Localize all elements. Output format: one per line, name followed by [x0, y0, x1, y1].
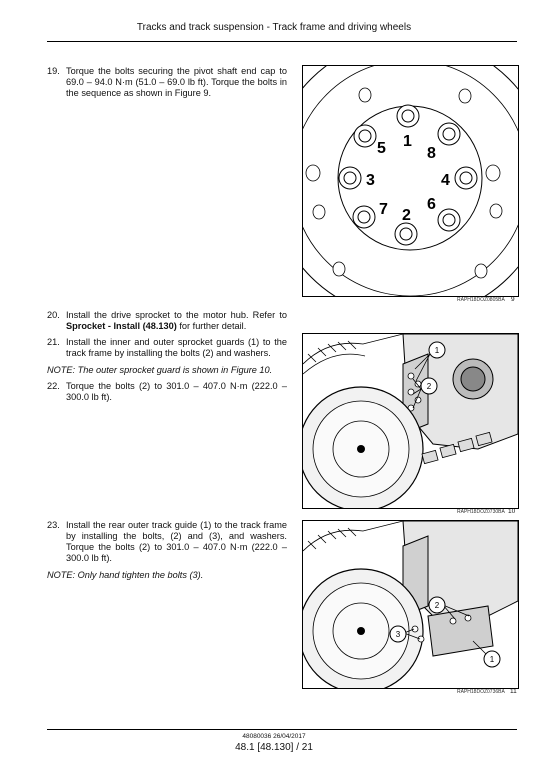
- step-text-pre: Install the drive sprocket to the motor hub. Refer to: [66, 310, 287, 320]
- footer-page-ref: 48.1 [48.130] / 21: [235, 742, 313, 753]
- step-19: [47, 66, 287, 99]
- figure-11-number: 11: [510, 688, 517, 695]
- step-text: Torque the bolts (2) to 301.0 – 407.0 N·m (222.0 – 300.0 lb ft).: [66, 381, 287, 402]
- step-22: [47, 381, 287, 403]
- callout-2: 2: [426, 382, 432, 391]
- footer-doc-code: 48080036 26/04/2017: [242, 733, 306, 740]
- figure-10-id: RAPH18DOZ0730BA: [457, 509, 505, 515]
- figure-9-id: RAPH18DOZ0805BA: [457, 297, 505, 303]
- bolt-label-8: 8: [427, 145, 436, 162]
- bolt-label-6: 6: [427, 196, 436, 213]
- page-header: [0, 22, 548, 33]
- bolt-label-4: 4: [441, 172, 450, 189]
- header-rule: [47, 41, 517, 42]
- track-guide-illustration: [303, 521, 518, 688]
- callout-2: 2: [434, 601, 440, 610]
- cross-reference: Sprocket - Install (48.130): [66, 321, 177, 331]
- step-number: 21.: [47, 337, 60, 347]
- figure-11-id: RAPH18DOZ0736BA: [457, 689, 505, 695]
- bolt-label-7: 7: [379, 201, 388, 218]
- header-title: Tracks and track suspension - Track frame and driving wheels: [136, 22, 412, 33]
- footer-rule: [47, 729, 517, 730]
- step-21: [47, 337, 287, 359]
- bolt-label-3: 3: [366, 172, 375, 189]
- sprocket-guard-illustration: [303, 334, 518, 508]
- bolt-label-1: 1: [403, 133, 412, 150]
- step-text: Torque the bolts securing the pivot shaft end cap to 69.0 – 94.0 N·m (51.0 – 69.0 lb ft). Torque the bolts in the sequence as shown in Figure 9.: [66, 66, 287, 98]
- callout-1: 1: [489, 655, 495, 664]
- step-text-post: for further detail.: [176, 321, 247, 331]
- step-text: [66, 310, 287, 332]
- figure-11: [302, 520, 519, 689]
- bolt-label-5: 5: [377, 140, 386, 157]
- step-number: 20.: [47, 310, 60, 320]
- figure-10-number: 10: [508, 508, 516, 515]
- step-number: 22.: [47, 381, 60, 391]
- callout-1: 1: [434, 346, 440, 355]
- note-outer-guard: NOTE: The outer sprocket guard is shown in Figure 10.: [47, 365, 273, 375]
- figure-9: [302, 65, 519, 297]
- step-text: Install the rear outer track guide (1) to the track frame by installing the bolts, (2) and (3), and washers. Torque the bolts (2) to 301.0 – 407.0 N·m (222.0 – 300.0 lb ft).: [66, 520, 287, 563]
- note-hand-tighten: NOTE: Only hand tighten the bolts (3).: [47, 570, 204, 580]
- step-23: [47, 520, 287, 564]
- step-text: Install the inner and outer sprocket guards (1) to the track frame by installing the bolts (2) and washers.: [66, 337, 287, 358]
- figure-9-number: 9: [511, 296, 515, 303]
- figure-10: [302, 333, 519, 509]
- bolt-label-2: 2: [402, 207, 411, 224]
- step-20: [47, 310, 287, 332]
- pivot-end-cap-illustration: [303, 66, 518, 296]
- step-number: 23.: [47, 520, 60, 530]
- callout-3: 3: [395, 630, 401, 639]
- step-number: 19.: [47, 66, 60, 76]
